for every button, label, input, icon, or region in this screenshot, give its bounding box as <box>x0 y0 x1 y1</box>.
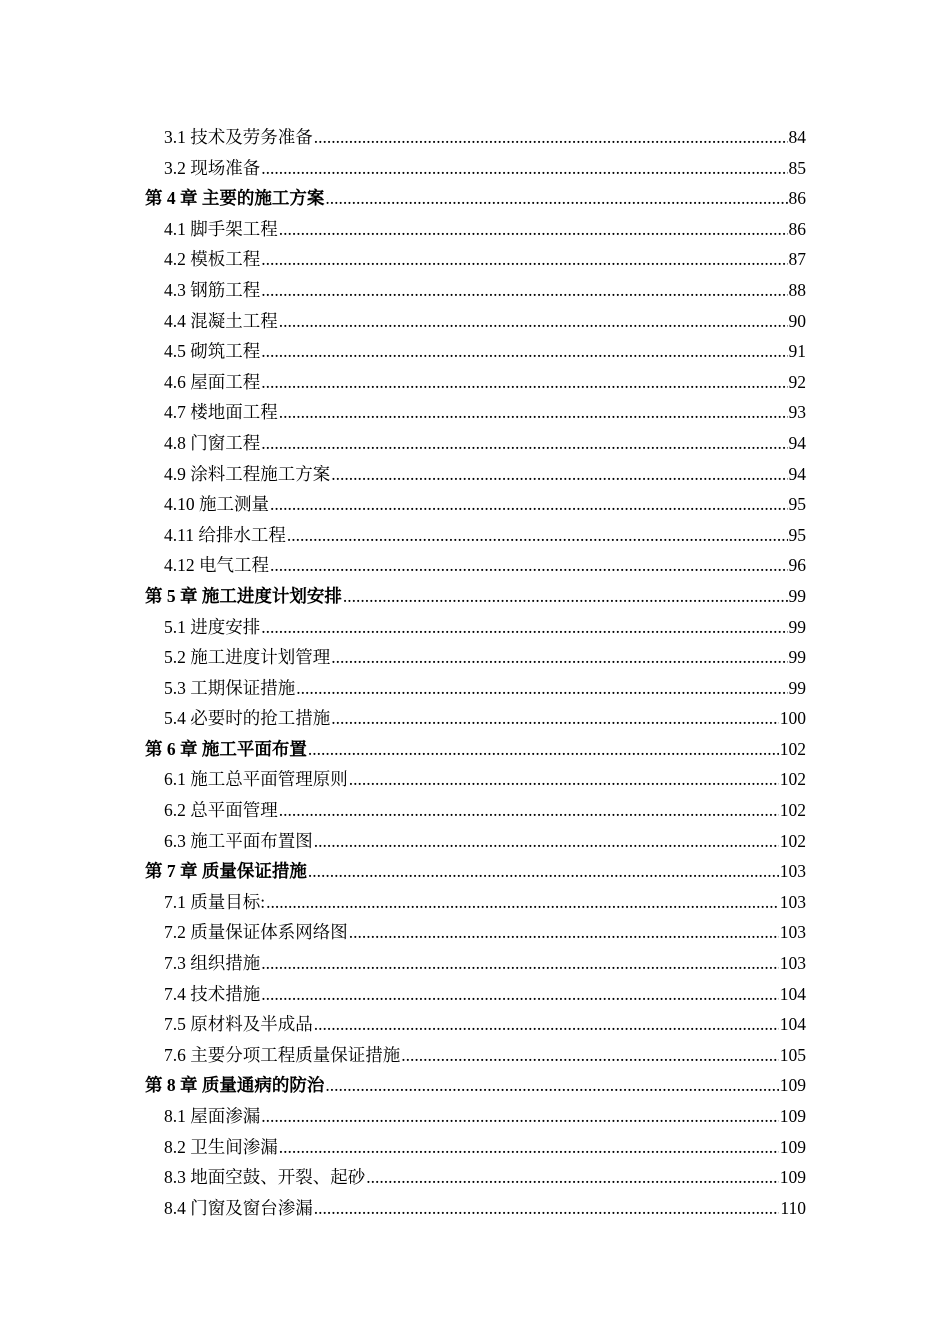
toc-chapter-entry[interactable] <box>145 856 806 887</box>
toc-section-entry[interactable] <box>145 550 806 581</box>
toc-dot-leader <box>325 183 787 214</box>
toc-entry-title: 7.2 质量保证体系网络图 <box>164 922 348 943</box>
toc-dot-leader <box>261 153 787 184</box>
toc-page-number: 87 <box>788 249 806 270</box>
toc-page-number: 103 <box>779 953 806 974</box>
toc-entry-title: 第 7 章 质量保证措施 <box>145 861 307 882</box>
toc-page-number: 84 <box>788 127 806 147</box>
toc-entry-title: 4.4 混凝土工程 <box>164 310 278 331</box>
toc-entry-title: 第 8 章 质量通病的防治 <box>145 1075 325 1096</box>
toc-page-number: 102 <box>779 830 806 851</box>
toc-section-entry[interactable] <box>145 367 806 398</box>
toc-section-entry[interactable] <box>145 979 806 1010</box>
table-of-contents <box>145 122 806 1223</box>
toc-dot-leader <box>314 1193 780 1224</box>
toc-page-number: 109 <box>779 1075 806 1096</box>
toc-entry-title: 5.2 施工进度计划管理 <box>164 647 331 668</box>
toc-section-entry[interactable] <box>145 795 806 826</box>
toc-chapter-entry[interactable] <box>145 581 806 612</box>
toc-section-entry[interactable] <box>145 1132 806 1163</box>
toc-entry-title: 5.4 必要时的抢工措施 <box>164 708 331 729</box>
toc-dot-leader <box>314 1009 779 1040</box>
toc-page-number: 103 <box>779 922 806 943</box>
toc-dot-leader <box>279 1132 779 1163</box>
toc-section-entry[interactable] <box>145 826 806 857</box>
toc-page-number: 86 <box>788 188 806 209</box>
toc-section-entry[interactable] <box>145 428 806 459</box>
toc-section-entry[interactable] <box>145 642 806 673</box>
toc-entry-title: 4.11 给排水工程 <box>164 524 286 545</box>
toc-page-number: 95 <box>788 494 806 515</box>
toc-dot-leader <box>287 520 788 551</box>
toc-dot-leader <box>261 979 779 1010</box>
toc-dot-leader <box>261 428 787 459</box>
toc-section-entry[interactable] <box>145 153 806 184</box>
toc-dot-leader <box>261 336 787 367</box>
toc-dot-leader <box>261 948 779 979</box>
toc-page-number: 88 <box>788 279 806 300</box>
toc-dot-leader <box>296 673 787 704</box>
toc-dot-leader <box>308 734 779 765</box>
toc-entry-title: 5.3 工期保证措施 <box>164 677 296 698</box>
toc-entry-title: 8.1 屋面渗漏 <box>164 1106 261 1126</box>
toc-section-entry[interactable] <box>145 1193 806 1224</box>
toc-entry-title: 8.2 卫生间渗漏 <box>164 1136 278 1157</box>
toc-entry-title: 4.6 屋面工程 <box>164 371 261 392</box>
toc-dot-leader <box>343 581 788 612</box>
toc-section-entry[interactable] <box>145 887 806 918</box>
toc-page-number: 105 <box>779 1044 806 1065</box>
toc-entry-title: 3.2 现场准备 <box>164 157 261 178</box>
toc-section-entry[interactable] <box>145 397 806 428</box>
toc-page-number: 104 <box>779 1014 806 1035</box>
toc-dot-leader <box>261 275 787 306</box>
toc-dot-leader <box>349 917 779 948</box>
toc-section-entry[interactable] <box>145 673 806 704</box>
toc-section-entry[interactable] <box>145 214 806 245</box>
toc-dot-leader <box>366 1162 779 1193</box>
toc-entry-title: 4.1 脚手架工程 <box>164 218 278 239</box>
toc-page-number: 102 <box>779 769 806 790</box>
toc-section-entry[interactable] <box>145 459 806 490</box>
toc-entry-title: 7.5 原材料及半成品 <box>164 1014 313 1035</box>
toc-entry-title: 3.1 技术及劳务准备 <box>164 127 313 147</box>
toc-dot-leader <box>261 612 787 643</box>
toc-entry-title: 7.1 质量目标: <box>164 891 266 912</box>
toc-page-number: 109 <box>779 1106 806 1126</box>
toc-page-number: 92 <box>788 371 806 392</box>
toc-dot-leader <box>279 397 788 428</box>
toc-section-entry[interactable] <box>145 1101 806 1132</box>
toc-dot-leader <box>270 489 788 520</box>
toc-page-number: 86 <box>788 218 806 239</box>
toc-chapter-entry[interactable] <box>145 1070 806 1101</box>
toc-entry-title: 7.6 主要分项工程质量保证措施 <box>164 1044 401 1065</box>
toc-section-entry[interactable] <box>145 489 806 520</box>
toc-page-number: 103 <box>779 861 806 882</box>
toc-page-number: 85 <box>788 157 806 178</box>
toc-section-entry[interactable] <box>145 306 806 337</box>
toc-dot-leader <box>308 856 779 887</box>
toc-section-entry[interactable] <box>145 244 806 275</box>
toc-dot-leader <box>349 764 779 795</box>
toc-chapter-entry[interactable] <box>145 183 806 214</box>
toc-entry-title: 4.9 涂料工程施工方案 <box>164 463 331 484</box>
toc-page-number: 91 <box>788 341 806 362</box>
toc-entry-title: 第 6 章 施工平面布置 <box>145 738 307 759</box>
toc-dot-leader <box>331 703 779 734</box>
toc-dot-leader <box>314 122 788 153</box>
toc-dot-leader <box>266 887 779 918</box>
toc-page-number: 99 <box>788 585 806 606</box>
toc-page-number: 100 <box>779 708 806 729</box>
toc-page-number: 109 <box>779 1136 806 1157</box>
toc-page-number: 109 <box>779 1167 806 1188</box>
toc-dot-leader <box>270 550 788 581</box>
toc-section-entry[interactable] <box>145 122 806 153</box>
toc-section-entry[interactable] <box>145 336 806 367</box>
toc-dot-leader <box>261 1101 779 1132</box>
toc-entry-title: 5.1 进度安排 <box>164 616 261 637</box>
toc-dot-leader <box>261 367 787 398</box>
toc-page-number: 99 <box>788 647 806 668</box>
toc-entry-title: 第 4 章 主要的施工方案 <box>145 188 325 209</box>
toc-section-entry[interactable] <box>145 1162 806 1193</box>
toc-chapter-entry[interactable] <box>145 734 806 765</box>
toc-section-entry[interactable] <box>145 612 806 643</box>
toc-dot-leader <box>331 459 787 490</box>
toc-page-number: 102 <box>779 738 806 759</box>
toc-page-number: 94 <box>788 463 806 484</box>
toc-entry-title: 4.10 施工测量 <box>164 494 269 515</box>
toc-page-number: 99 <box>788 677 806 698</box>
toc-dot-leader <box>279 214 788 245</box>
toc-entry-title: 4.3 钢筋工程 <box>164 279 261 300</box>
toc-dot-leader <box>261 244 787 275</box>
toc-section-entry[interactable] <box>145 1040 806 1071</box>
toc-entry-title: 8.4 门窗及窗台渗漏 <box>164 1197 313 1218</box>
toc-page-number: 95 <box>788 524 806 545</box>
toc-dot-leader <box>401 1040 779 1071</box>
toc-page-number: 99 <box>788 616 806 637</box>
toc-entry-title: 6.3 施工平面布置图 <box>164 830 313 851</box>
toc-page-number: 110 <box>780 1197 806 1218</box>
toc-section-entry[interactable] <box>145 703 806 734</box>
toc-dot-leader <box>325 1070 778 1101</box>
toc-page-number: 90 <box>788 310 806 331</box>
toc-page-number: 94 <box>788 432 806 453</box>
toc-entry-title: 7.3 组织措施 <box>164 953 261 974</box>
toc-entry-title: 7.4 技术措施 <box>164 983 261 1004</box>
toc-entry-title: 第 5 章 施工进度计划安排 <box>145 585 342 606</box>
toc-section-entry[interactable] <box>145 520 806 551</box>
toc-page-number: 104 <box>779 983 806 1004</box>
toc-section-entry[interactable] <box>145 1009 806 1040</box>
toc-entry-title: 4.2 模板工程 <box>164 249 261 270</box>
toc-section-entry[interactable] <box>145 948 806 979</box>
toc-section-entry[interactable] <box>145 917 806 948</box>
toc-entry-title: 4.5 砌筑工程 <box>164 341 261 362</box>
toc-page-number: 102 <box>779 800 806 821</box>
toc-dot-leader <box>314 826 779 857</box>
toc-page-number: 103 <box>779 891 806 912</box>
toc-section-entry[interactable] <box>145 275 806 306</box>
toc-dot-leader <box>279 795 779 826</box>
toc-dot-leader <box>331 642 787 673</box>
toc-page-number: 96 <box>788 555 806 576</box>
toc-entry-title: 6.2 总平面管理 <box>164 800 278 821</box>
toc-dot-leader <box>279 306 788 337</box>
toc-entry-title: 4.8 门窗工程 <box>164 432 261 453</box>
toc-page-number: 93 <box>788 402 806 423</box>
toc-entry-title: 4.12 电气工程 <box>164 555 269 576</box>
toc-entry-title: 6.1 施工总平面管理原则 <box>164 769 348 790</box>
toc-section-entry[interactable] <box>145 764 806 795</box>
toc-entry-title: 4.7 楼地面工程 <box>164 402 278 423</box>
toc-entry-title: 8.3 地面空鼓、开裂、起砂 <box>164 1167 366 1188</box>
